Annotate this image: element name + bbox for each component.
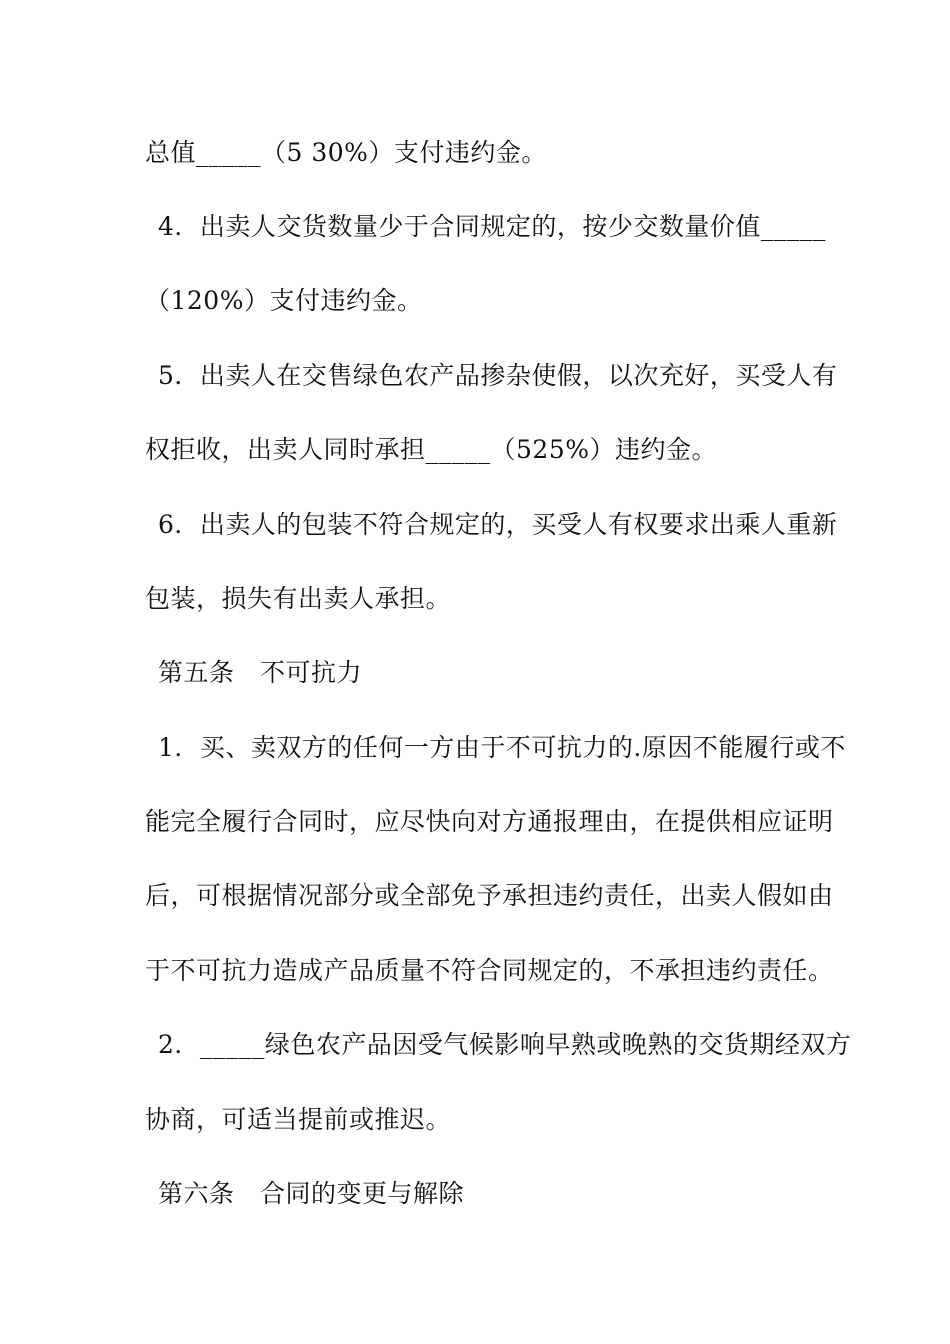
- clause-5-line-2: 权拒收，出卖人同时承担_____（525%）违约金。: [145, 435, 717, 464]
- article-5-clause-1-line-4: 于不可抗力造成产品质量不符合同规定的，不承担违约责任。: [145, 956, 834, 985]
- text-line-1: 总值_____（5 30%）支付违约金。: [145, 138, 547, 167]
- clause-5-line-1: 5．出卖人在交售绿色农产品掺杂使假，以次充好，买受人有: [158, 361, 838, 390]
- article-5-clause-1-line-1: 1．买、卖双方的任何一方由于不可抗力的.原因不能履行或不: [158, 733, 846, 762]
- article-5-clause-2-line-1: 2．_____绿色农产品因受气候影响早熟或晚熟的交货期经双方: [158, 1030, 852, 1059]
- clause-6-line-2: 包装，损失有出卖人承担。: [145, 584, 452, 613]
- clause-4-line-1: 4．出卖人交货数量少于合同规定的，按少交数量价值_____: [158, 212, 826, 241]
- article-5-clause-1-line-2: 能完全履行合同时，应尽快向对方通报理由，在提供相应证明: [145, 807, 834, 836]
- article-5-clause-2-line-2: 协商，可适当提前或推迟。: [145, 1105, 452, 1134]
- article-5-clause-1-line-3: 后，可根据情况部分或全部免予承担违约责任，出卖人假如由: [145, 881, 834, 910]
- article-6-heading: 第六条 合同的变更与解除: [158, 1179, 465, 1208]
- article-5-heading: 第五条 不可抗力: [158, 658, 363, 687]
- clause-4-line-2: （120%）支付违约金。: [145, 286, 423, 315]
- clause-6-line-1: 6．出卖人的包装不符合规定的，买受人有权要求出乘人重新: [158, 510, 838, 539]
